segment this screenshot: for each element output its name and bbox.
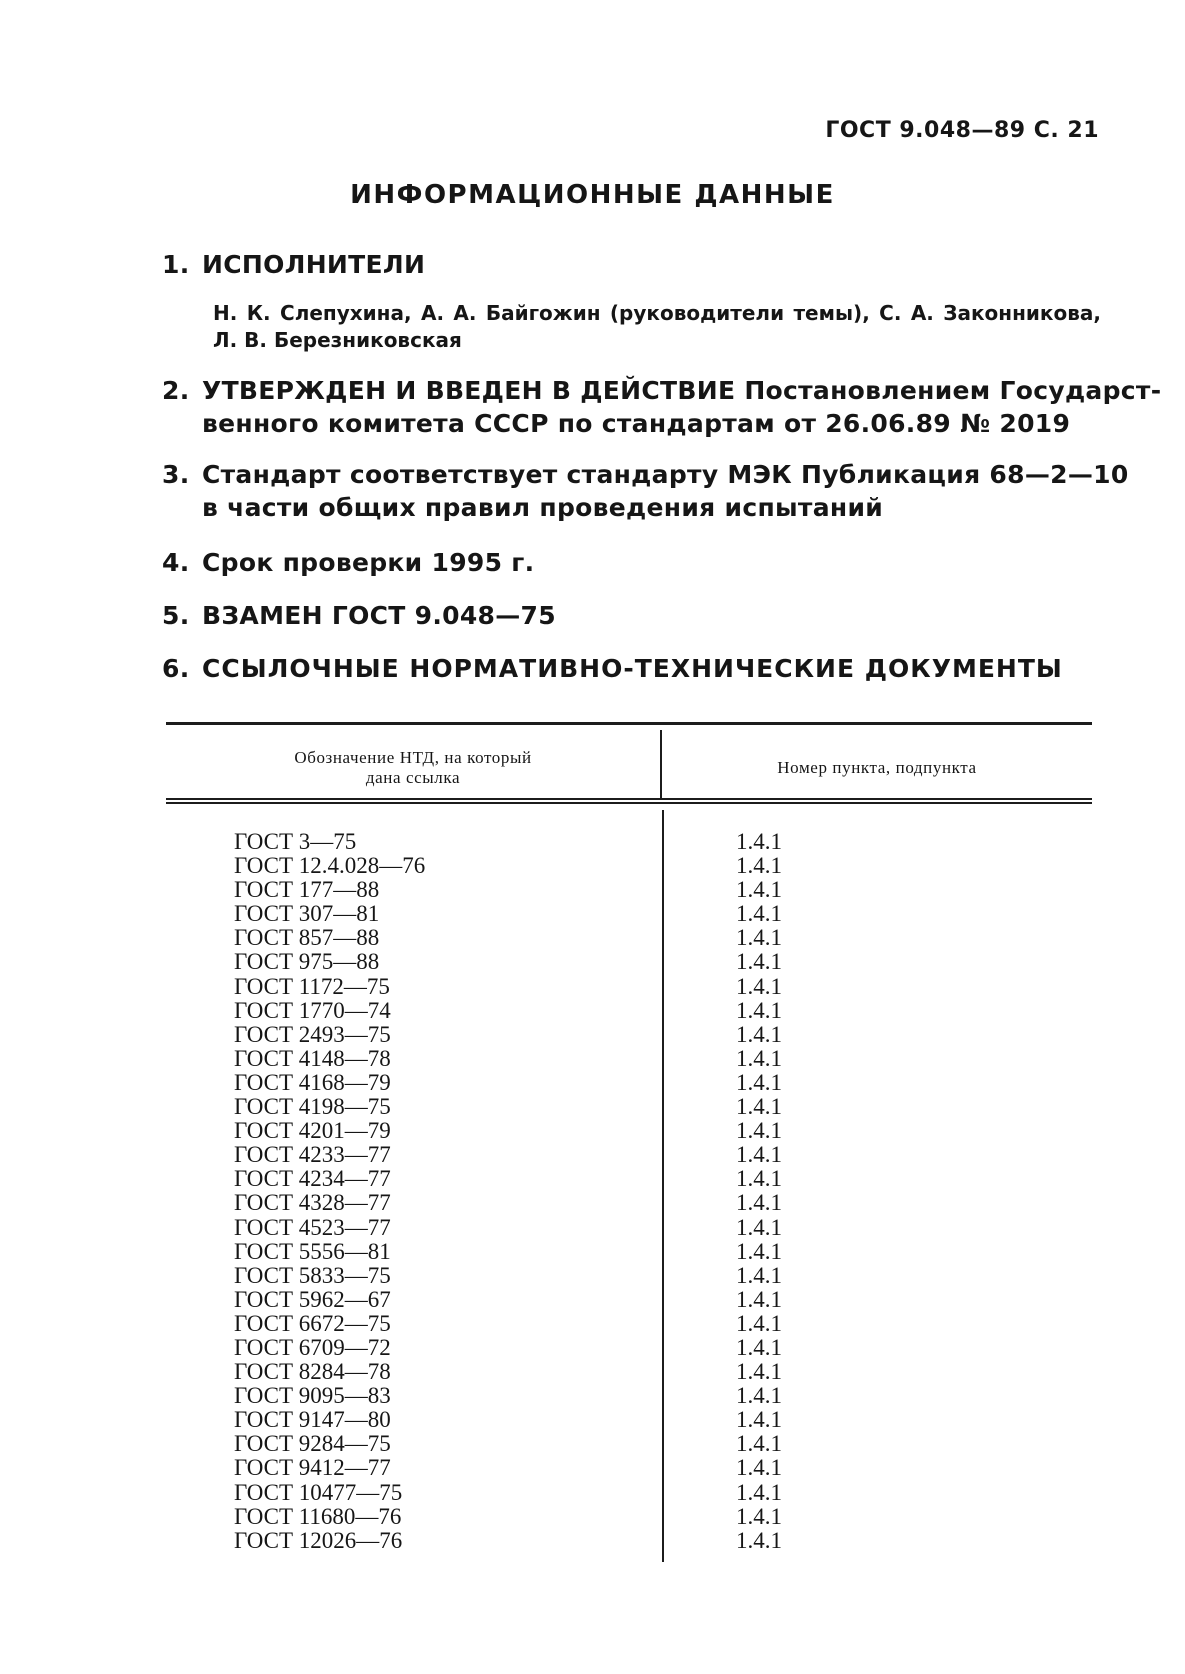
table-row-designation: ГОСТ 5833—75 xyxy=(234,1262,391,1288)
table-row-clause: 1.4.1 xyxy=(736,901,782,927)
section-text: Срок проверки 1995 г. xyxy=(202,548,535,577)
table-row-designation: ГОСТ 4233—77 xyxy=(234,1142,391,1168)
executors-line: Л. В. Березниковская xyxy=(213,328,462,352)
table-header-clause: Номер пункта, подпункта xyxy=(777,758,977,777)
table-header-designation: Обозначение НТД, на который дана ссылка xyxy=(294,748,532,787)
section-heading: ССЫЛОЧНЫЕ НОРМАТИВНО-ТЕХНИЧЕСКИЕ ДОКУМЕНТЫ xyxy=(202,654,1063,683)
clause-column xyxy=(736,830,782,1553)
table-row-designation: ГОСТ 10477—75 xyxy=(234,1479,403,1505)
table-row-clause: 1.4.1 xyxy=(736,1094,782,1120)
table-row-designation: ГОСТ 4523—77 xyxy=(234,1214,391,1240)
section-number: 1. xyxy=(162,250,190,279)
table-row-clause: 1.4.1 xyxy=(736,1166,782,1192)
table-row-clause: 1.4.1 xyxy=(736,1407,782,1433)
table-row-designation: ГОСТ 4148—78 xyxy=(234,1045,391,1071)
table-header-rule xyxy=(166,802,1092,804)
table-row-designation: ГОСТ 9147—80 xyxy=(234,1407,391,1433)
table-row-designation: ГОСТ 857—88 xyxy=(234,925,380,951)
table-row-designation: ГОСТ 6672—75 xyxy=(234,1310,391,1336)
page-header: ГОСТ 9.048—89 С. 21 xyxy=(825,118,1099,143)
designation-column xyxy=(234,830,425,1553)
table-row-clause: 1.4.1 xyxy=(736,1527,782,1553)
table-row-designation: ГОСТ 2493—75 xyxy=(234,1021,391,1047)
table-row-designation: ГОСТ 5962—67 xyxy=(234,1286,391,1312)
table-row-designation: ГОСТ 1770—74 xyxy=(234,997,391,1023)
table-row-designation: ГОСТ 12026—76 xyxy=(234,1527,403,1553)
table-row-clause: 1.4.1 xyxy=(736,1310,782,1336)
table-row-clause: 1.4.1 xyxy=(736,1118,782,1144)
table-row-clause: 1.4.1 xyxy=(736,1190,782,1216)
table-row-clause: 1.4.1 xyxy=(736,925,782,951)
table-row-designation: ГОСТ 12.4.028—76 xyxy=(234,853,426,879)
table-row-clause: 1.4.1 xyxy=(736,1479,782,1505)
table-top-rule xyxy=(166,722,1092,725)
section-text-line: венного комитета СССР по стандартам от 26.06.89 № 2019 xyxy=(202,409,1071,438)
section-number: 4. xyxy=(162,548,190,577)
table-row-clause: 1.4.1 xyxy=(736,1142,782,1168)
executors-line: Н. К. Слепухина, А. А. Байгожин (руководители темы), С. А. Законникова, xyxy=(213,301,1101,325)
table-row-clause: 1.4.1 xyxy=(736,1286,782,1312)
table-row-clause: 1.4.1 xyxy=(736,973,782,999)
section-number: 6. xyxy=(162,654,190,683)
table-row-clause: 1.4.1 xyxy=(736,1503,782,1529)
section-1 xyxy=(162,248,1102,281)
table-row-designation: ГОСТ 9284—75 xyxy=(234,1431,391,1457)
table-header-rule xyxy=(166,798,1092,800)
section-6 xyxy=(162,652,1102,685)
table-row-designation: ГОСТ 4201—79 xyxy=(234,1118,391,1144)
section-number: 2. xyxy=(162,376,190,405)
section-heading: ИСПОЛНИТЕЛИ xyxy=(202,250,426,279)
table-column-divider xyxy=(662,810,664,1562)
table-row-clause: 1.4.1 xyxy=(736,1383,782,1409)
section-text-line: в части общих правил проведения испытаний xyxy=(202,493,884,522)
section-text-line: Стандарт соответствует стандарту МЭК Публикация 68—2—10 xyxy=(202,460,1129,489)
section-text-line: УТВЕРЖДЕН И ВВЕДЕН В ДЕЙСТВИЕ Постановлением Государст- xyxy=(202,376,1162,405)
section-3 xyxy=(162,458,1129,524)
table-row-designation: ГОСТ 11680—76 xyxy=(234,1503,402,1529)
table-row-designation: ГОСТ 1172—75 xyxy=(234,973,390,999)
table-row-clause: 1.4.1 xyxy=(736,1455,782,1481)
table-row-clause: 1.4.1 xyxy=(736,1238,782,1264)
table-row-clause: 1.4.1 xyxy=(736,1262,782,1288)
section-5 xyxy=(162,599,1102,632)
table-row-designation: ГОСТ 975—88 xyxy=(234,949,380,975)
document-title: ИНФОРМАЦИОННЫЕ ДАННЫЕ xyxy=(350,180,835,210)
table-row-designation: ГОСТ 8284—78 xyxy=(234,1359,391,1385)
table-row-designation: ГОСТ 4234—77 xyxy=(234,1166,391,1192)
table-row-designation: ГОСТ 6709—72 xyxy=(234,1334,391,1360)
table-row-clause: 1.4.1 xyxy=(736,1359,782,1385)
references-table xyxy=(166,722,1092,1562)
table-row-designation: ГОСТ 5556—81 xyxy=(234,1238,391,1264)
table-row-designation: ГОСТ 4198—75 xyxy=(234,1094,391,1120)
table-row-designation: ГОСТ 4328—77 xyxy=(234,1190,391,1216)
table-row-designation: ГОСТ 3—75 xyxy=(234,829,357,854)
table-row-clause: 1.4.1 xyxy=(736,1045,782,1071)
section-number: 5. xyxy=(162,601,190,630)
table-row-clause: 1.4.1 xyxy=(736,829,782,854)
table-row-designation: ГОСТ 177—88 xyxy=(234,877,380,903)
table-row-clause: 1.4.1 xyxy=(736,997,782,1023)
table-row-clause: 1.4.1 xyxy=(736,1069,782,1095)
section-text: ВЗАМЕН ГОСТ 9.048—75 xyxy=(202,601,556,630)
table-row-designation: ГОСТ 4168—79 xyxy=(234,1069,391,1095)
table-row-clause: 1.4.1 xyxy=(736,949,782,975)
table-row-designation: ГОСТ 9412—77 xyxy=(234,1455,391,1481)
table-row-clause: 1.4.1 xyxy=(736,877,782,903)
table-row-clause: 1.4.1 xyxy=(736,1214,782,1240)
section-2 xyxy=(162,374,1162,440)
table-row-clause: 1.4.1 xyxy=(736,1021,782,1047)
table-row-clause: 1.4.1 xyxy=(736,1334,782,1360)
section-4 xyxy=(162,546,1102,579)
table-row-designation: ГОСТ 307—81 xyxy=(234,901,380,927)
table-row-designation: ГОСТ 9095—83 xyxy=(234,1383,391,1409)
table-row-clause: 1.4.1 xyxy=(736,853,782,879)
section-number: 3. xyxy=(162,460,190,489)
table-row-clause: 1.4.1 xyxy=(736,1431,782,1457)
executors-list xyxy=(213,300,1101,354)
